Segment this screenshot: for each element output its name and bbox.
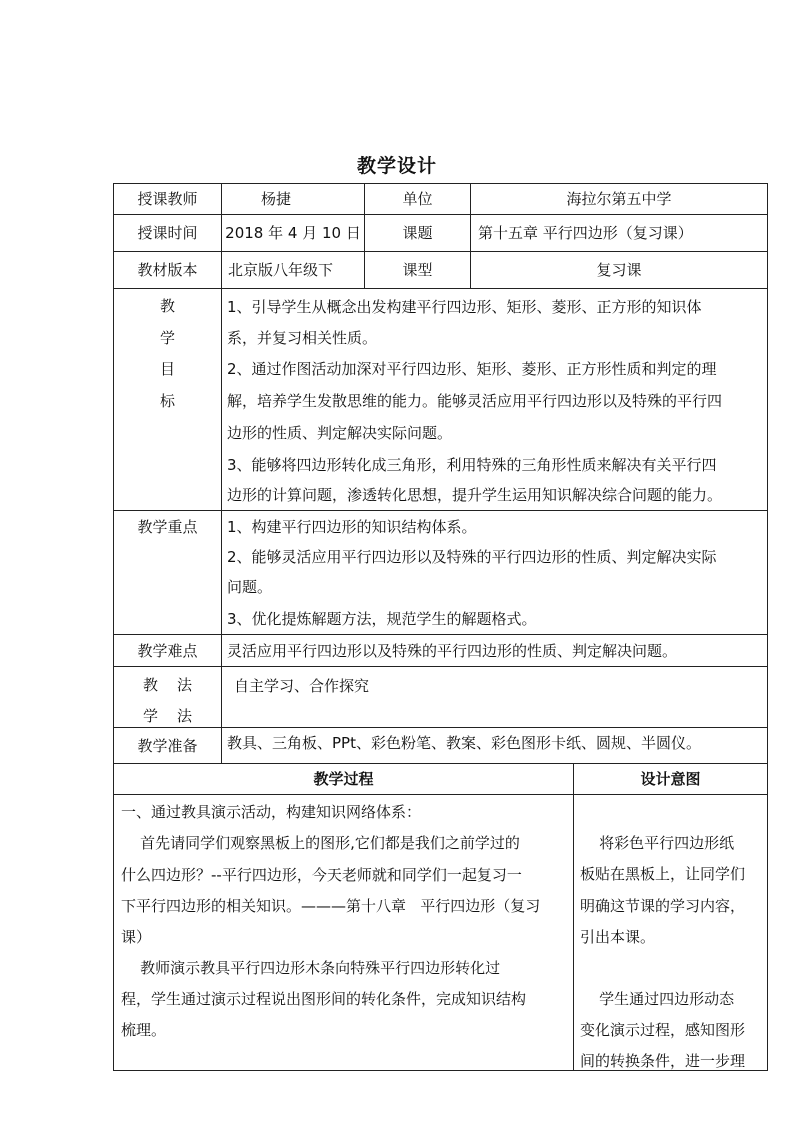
process-right-line: 板贴在黑板上，让同学们 bbox=[580, 865, 746, 883]
process-left-line: 什么四边形？--平行四边形，今天老师就和同学们一起复习一 bbox=[121, 866, 522, 884]
type-label: 课型 bbox=[402, 261, 433, 279]
goals-label-char: 目 bbox=[159, 360, 175, 378]
goals-line: 2、通过作图活动加深对平行四边形、矩形、菱形、正方形性质和判定的理 bbox=[227, 360, 717, 378]
key-points-label: 教学重点 bbox=[137, 518, 198, 536]
goals-line: 3、能够将四边形转化成三角形，利用特殊的三角形性质来解决有关平行四 bbox=[227, 456, 717, 474]
process-right-line: 变化演示过程，感知图形 bbox=[580, 1021, 746, 1039]
unit-label: 单位 bbox=[402, 190, 433, 208]
prep-label: 教学准备 bbox=[137, 737, 198, 755]
type-value: 复习课 bbox=[596, 261, 642, 279]
process-right-line: 将彩色平行四边形纸 bbox=[580, 834, 735, 852]
time-value: 2018 年 4 月 10 日 bbox=[225, 224, 361, 242]
goals-line: 1、引导学生从概念出发构建平行四边形、矩形、菱形、正方形的知识体 bbox=[227, 298, 702, 316]
textbook-value: 北京版八年级下 bbox=[228, 261, 334, 279]
process-right-line: 引出本课。 bbox=[580, 928, 656, 946]
goals-label-char: 教 bbox=[159, 297, 175, 315]
process-right-line: 间的转换条件，进一步理 bbox=[580, 1052, 746, 1070]
process-header-left: 教学过程 bbox=[313, 770, 374, 788]
methods-learn-label: 学 法 bbox=[142, 707, 193, 725]
key-points-line: 1、构建平行四边形的知识结构体系。 bbox=[227, 518, 477, 536]
goals-line: 系，并复习相关性质。 bbox=[227, 329, 378, 347]
key-points-line: 问题。 bbox=[227, 578, 273, 596]
process-left-line: 下平行四边形的相关知识。———第十八章 平行四边形（复习 bbox=[121, 897, 541, 915]
unit-value: 海拉尔第五中学 bbox=[566, 190, 672, 208]
teacher-label: 授课教师 bbox=[137, 190, 198, 208]
process-left-line: 教师演示教具平行四边形木条向特殊平行四边形转化过 bbox=[121, 959, 501, 977]
goals-label-char: 学 bbox=[159, 329, 175, 347]
teacher-value: 杨捷 bbox=[260, 190, 291, 208]
topic-label: 课题 bbox=[402, 224, 433, 242]
topic-value: 第十五章 平行四边形（复习课） bbox=[478, 224, 693, 242]
process-right-line: 明确这节课的学习内容， bbox=[580, 897, 746, 915]
difficulty-value: 灵活应用平行四边形以及特殊的平行四边形的性质、判定解决问题。 bbox=[227, 642, 678, 660]
goals-line: 边形的计算问题，渗透转化思想，提升学生运用知识解决综合问题的能力。 bbox=[227, 486, 723, 504]
process-left-line: 课） bbox=[121, 928, 152, 946]
process-left-line: 一、通过教具演示活动，构建知识网络体系： bbox=[121, 803, 422, 821]
goals-label-char: 标 bbox=[159, 392, 175, 410]
key-points-line: 3、优化提炼解题方法，规范学生的解题格式。 bbox=[227, 610, 537, 628]
prep-value: 教具、三角板、PPt、彩色粉笔、教案、彩色图形卡纸、圆规、半圆仪。 bbox=[227, 734, 701, 752]
textbook-label: 教材版本 bbox=[137, 261, 198, 279]
process-left-line: 首先请同学们观察黑板上的图形,它们都是我们之前学过的 bbox=[121, 834, 520, 852]
goals-line: 解，培养学生发散思维的能力。能够灵活应用平行四边形以及特殊的平行四 bbox=[227, 392, 723, 410]
key-points-line: 2、能够灵活应用平行四边形以及特殊的平行四边形的性质、判定解决实际 bbox=[227, 548, 717, 566]
goals-line: 边形的性质、判定解决实际问题。 bbox=[227, 424, 453, 442]
time-label: 授课时间 bbox=[137, 224, 198, 242]
methods-teach-label: 教 法 bbox=[142, 676, 193, 694]
difficulty-label: 教学难点 bbox=[137, 642, 198, 660]
process-right-line: 学生通过四边形动态 bbox=[580, 990, 735, 1008]
page-title: 教学设计 bbox=[356, 155, 437, 177]
process-header-right: 设计意图 bbox=[640, 770, 701, 788]
methods-value: 自主学习、合作探究 bbox=[234, 677, 370, 695]
process-left-line: 梳理。 bbox=[121, 1021, 167, 1039]
process-left-line: 程，学生通过演示过程说出图形间的转化条件，完成知识结构 bbox=[121, 990, 527, 1008]
